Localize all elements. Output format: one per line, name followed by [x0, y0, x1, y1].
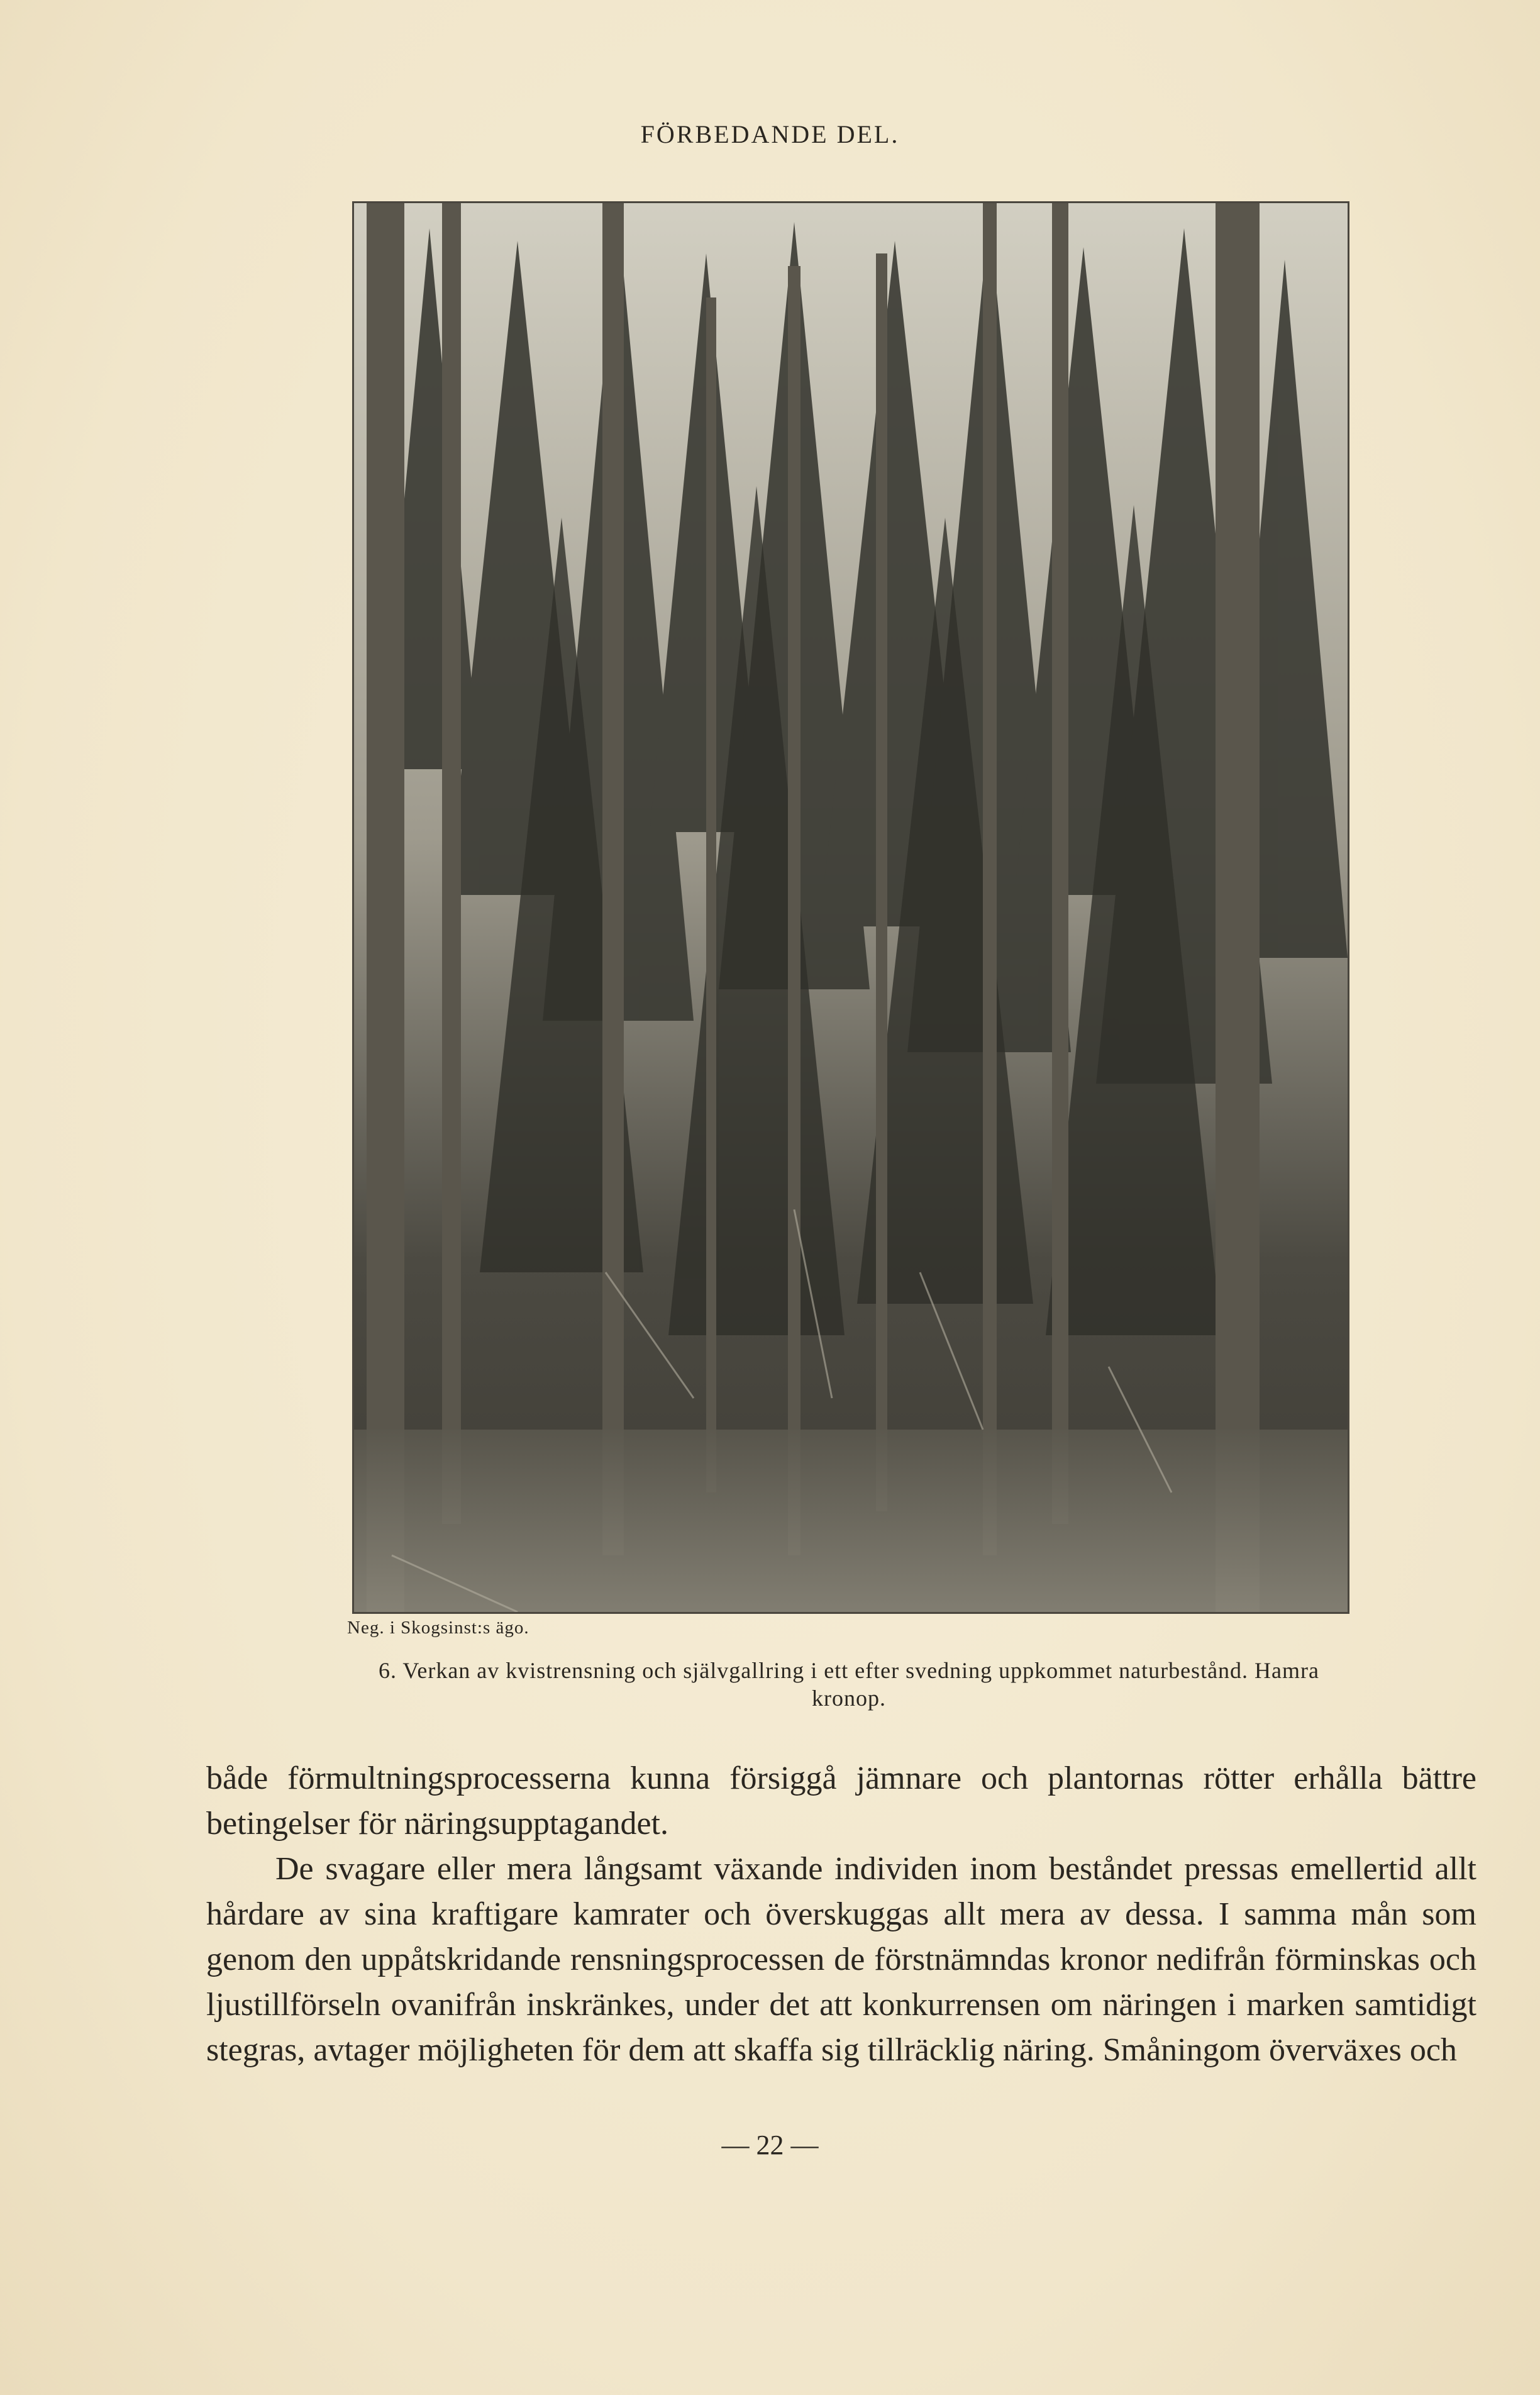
- forest-photograph: [352, 201, 1349, 1614]
- body-text: [206, 1756, 1476, 2073]
- paragraph: De svagare eller mera långsamt växande individen inom beståndet pressas emellertid allt hårdare av sina kraftigare kamrater och överskuggas allt mera av dessa. I samma mån som genom den uppåtskridande rensningsprocessen de förstnämndas kronor nedifrån förminskas och ljustillförseln ovanifrån inskränkes, under det att konkurrensen om näringen i marken samtidigt stegras, avtager möjligheten för dem att skaffa sig tillräcklig näring. Småningom överväxes och: [206, 1851, 1476, 2068]
- paragraph: både förmultningsprocesserna kunna försiggå jämnare och plantornas rötter erhålla bättre betingelser för näringsupptagandet.: [206, 1760, 1476, 1842]
- photo-credit: Neg. i Skogsinst:s ägo.: [347, 1618, 529, 1638]
- forest-photo-illustration: [354, 203, 1348, 1612]
- running-head: FÖRBEDANDE DEL.: [640, 120, 900, 148]
- figure-caption: 6. Verkan av kvistrensning och självgallring i ett efter svedning uppkommet naturbestånd. Hamra kronop.: [379, 1658, 1319, 1711]
- page-number: — 22 —: [721, 2130, 819, 2160]
